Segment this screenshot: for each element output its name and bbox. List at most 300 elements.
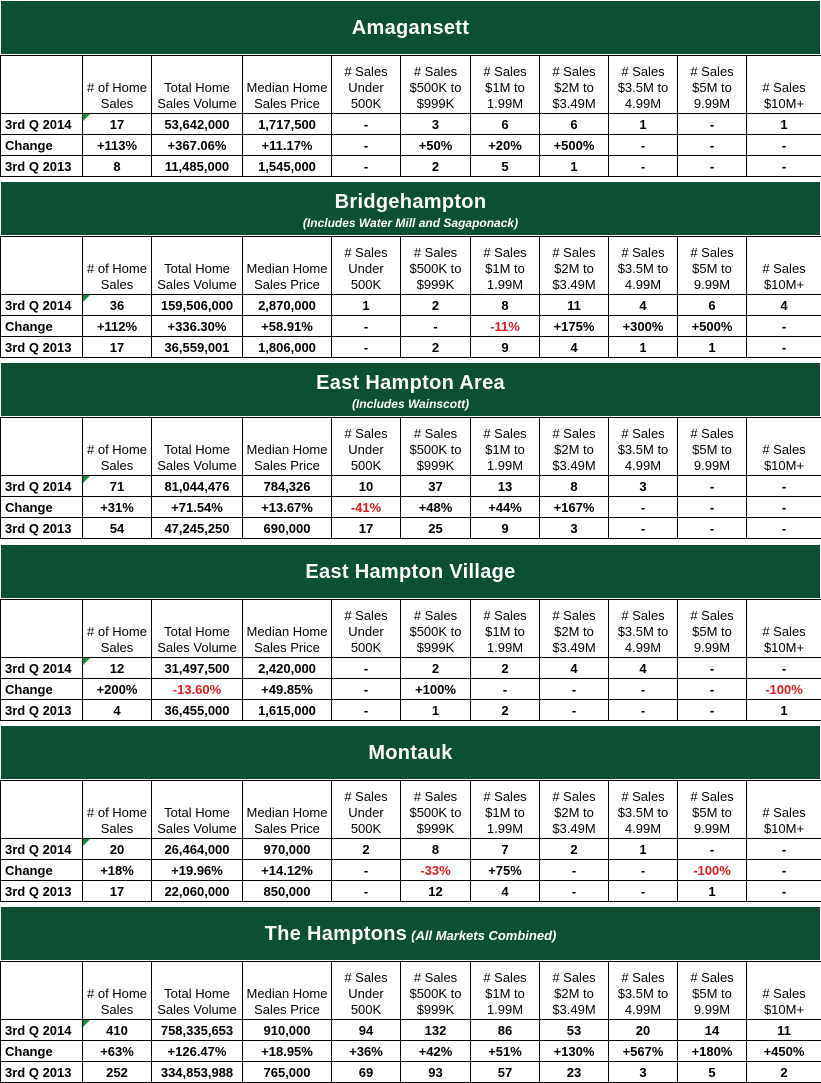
section-banner — [0, 0, 821, 55]
data-cell: 36,455,000 — [152, 700, 243, 721]
column-header: # Sales Under 500K — [332, 56, 401, 114]
data-cell: 54 — [83, 518, 152, 539]
data-cell: 1,717,500 — [243, 114, 332, 135]
data-cell: 53 — [540, 1020, 609, 1041]
data-cell: +113% — [83, 135, 152, 156]
data-cell: 20 — [83, 839, 152, 860]
data-cell: - — [747, 135, 821, 156]
data-cell: 12 — [401, 881, 471, 902]
data-cell: 4 — [471, 881, 540, 902]
data-cell: 1 — [678, 337, 747, 358]
data-cell: 159,506,000 — [152, 295, 243, 316]
section-title-text: Montauk — [368, 742, 452, 764]
data-cell: 53,642,000 — [152, 114, 243, 135]
data-cell: - — [678, 679, 747, 700]
data-cell: +44% — [471, 497, 540, 518]
data-cell: 334,853,988 — [152, 1062, 243, 1083]
sales-table — [0, 599, 821, 721]
data-cell: +18.95% — [243, 1041, 332, 1062]
column-header: # Sales $1M to 1.99M — [471, 237, 540, 295]
data-cell: -100% — [678, 860, 747, 881]
data-cell: +11.17% — [243, 135, 332, 156]
data-cell: - — [332, 135, 401, 156]
column-header: # Sales $5M to 9.99M — [678, 418, 747, 476]
data-cell: - — [540, 860, 609, 881]
data-row-3rd-q-2014 — [1, 114, 821, 135]
data-cell: 1,615,000 — [243, 700, 332, 721]
column-header: # Sales Under 500K — [332, 600, 401, 658]
data-cell: 2 — [540, 839, 609, 860]
column-header: # of Home Sales — [83, 237, 152, 295]
row-label: 3rd Q 2014 — [1, 476, 83, 497]
column-header: Median Home Sales Price — [243, 962, 332, 1020]
data-cell: +367.06% — [152, 135, 243, 156]
column-header: # Sales $500K to $999K — [401, 56, 471, 114]
column-header: # of Home Sales — [83, 418, 152, 476]
data-cell: +19.96% — [152, 860, 243, 881]
data-cell: 2 — [401, 295, 471, 316]
section-inline-subtitle: (All Markets Combined) — [411, 928, 556, 943]
data-row-3rd-q-2014 — [1, 658, 821, 679]
data-cell: 17 — [83, 881, 152, 902]
column-header: # Sales $3.5M to 4.99M — [609, 962, 678, 1020]
data-cell: 5 — [471, 156, 540, 177]
data-cell: 4 — [747, 295, 821, 316]
data-cell: 6 — [471, 114, 540, 135]
data-cell: +100% — [401, 679, 471, 700]
data-cell: +42% — [401, 1041, 471, 1062]
data-row-3rd-q-2014 — [1, 1020, 821, 1041]
column-header: Total Home Sales Volume — [152, 600, 243, 658]
data-cell: 1 — [332, 295, 401, 316]
column-header: Median Home Sales Price — [243, 600, 332, 658]
data-cell: - — [747, 156, 821, 177]
row-label: Change — [1, 497, 83, 518]
data-cell: - — [332, 679, 401, 700]
data-row-change — [1, 135, 821, 156]
data-cell: - — [609, 700, 678, 721]
data-cell: 47,245,250 — [152, 518, 243, 539]
data-cell: - — [332, 881, 401, 902]
column-header: # Sales $2M to $3.49M — [540, 56, 609, 114]
column-header: # Sales $5M to 9.99M — [678, 237, 747, 295]
section-title-text: Amagansett — [352, 17, 469, 39]
data-cell: 132 — [401, 1020, 471, 1041]
data-cell: - — [678, 114, 747, 135]
data-cell: - — [332, 658, 401, 679]
data-cell: - — [747, 839, 821, 860]
data-cell: +51% — [471, 1041, 540, 1062]
data-cell: 9 — [471, 337, 540, 358]
section-title-text: The Hamptons — [265, 923, 408, 945]
data-row-change — [1, 316, 821, 337]
column-header: Median Home Sales Price — [243, 781, 332, 839]
section-subtitle: (Includes Wainscott) — [1, 396, 820, 412]
column-header: # Sales $5M to 9.99M — [678, 781, 747, 839]
row-label: Change — [1, 679, 83, 700]
data-cell: - — [678, 839, 747, 860]
row-label: Change — [1, 860, 83, 881]
data-cell: +48% — [401, 497, 471, 518]
data-cell: - — [332, 156, 401, 177]
column-header: Median Home Sales Price — [243, 237, 332, 295]
data-cell: 71 — [83, 476, 152, 497]
data-cell: 1 — [609, 337, 678, 358]
column-header: Total Home Sales Volume — [152, 56, 243, 114]
data-row-change — [1, 1041, 821, 1062]
data-cell: 1 — [540, 156, 609, 177]
data-cell: - — [609, 135, 678, 156]
data-cell: +14.12% — [243, 860, 332, 881]
data-cell: 2 — [471, 658, 540, 679]
data-cell: 8 — [401, 839, 471, 860]
data-cell: 765,000 — [243, 1062, 332, 1083]
data-cell: +36% — [332, 1041, 401, 1062]
sales-table — [0, 236, 821, 358]
column-header: # Sales $10M+ — [747, 56, 821, 114]
column-header: # Sales $500K to $999K — [401, 237, 471, 295]
section-title — [1, 726, 820, 781]
column-header: # Sales $500K to $999K — [401, 781, 471, 839]
data-cell: - — [471, 679, 540, 700]
section-subtitle: (Includes Water Mill and Sagaponack) — [1, 215, 820, 231]
column-header: Total Home Sales Volume — [152, 418, 243, 476]
data-cell: 93 — [401, 1062, 471, 1083]
column-header: # Sales $1M to 1.99M — [471, 781, 540, 839]
row-label: 3rd Q 2013 — [1, 881, 83, 902]
data-cell: 2 — [401, 337, 471, 358]
data-cell: +13.67% — [243, 497, 332, 518]
data-cell: 1,545,000 — [243, 156, 332, 177]
data-cell: 22,060,000 — [152, 881, 243, 902]
column-header: # Sales Under 500K — [332, 962, 401, 1020]
data-cell: +20% — [471, 135, 540, 156]
column-header: # of Home Sales — [83, 56, 152, 114]
section-banner — [0, 906, 821, 961]
data-cell: 11 — [747, 1020, 821, 1041]
header-corner-cell — [1, 56, 83, 114]
column-header: # Sales $10M+ — [747, 600, 821, 658]
data-row-change — [1, 497, 821, 518]
section-title — [1, 363, 820, 394]
column-header: # Sales $2M to $3.49M — [540, 418, 609, 476]
column-header: # Sales $3.5M to 4.99M — [609, 237, 678, 295]
column-header: # Sales $3.5M to 4.99M — [609, 56, 678, 114]
data-cell: 2,420,000 — [243, 658, 332, 679]
data-cell: +58.91% — [243, 316, 332, 337]
sales-table — [0, 417, 821, 539]
data-cell: 1 — [401, 700, 471, 721]
data-cell: - — [678, 476, 747, 497]
data-cell: - — [609, 156, 678, 177]
data-cell: - — [332, 114, 401, 135]
column-header: # of Home Sales — [83, 600, 152, 658]
section-banner — [0, 725, 821, 780]
data-cell: +567% — [609, 1041, 678, 1062]
column-header: # Sales $5M to 9.99M — [678, 962, 747, 1020]
data-cell: +500% — [540, 135, 609, 156]
data-cell: 3 — [609, 476, 678, 497]
data-cell: +31% — [83, 497, 152, 518]
row-label: 3rd Q 2013 — [1, 337, 83, 358]
data-cell: - — [609, 518, 678, 539]
column-header: # Sales $1M to 1.99M — [471, 600, 540, 658]
section-banner — [0, 181, 821, 236]
data-cell: +18% — [83, 860, 152, 881]
data-cell: +126.47% — [152, 1041, 243, 1062]
section-title-text: Bridgehampton — [335, 191, 487, 213]
data-cell: 1 — [609, 114, 678, 135]
column-header: # Sales $2M to $3.49M — [540, 600, 609, 658]
data-cell: 86 — [471, 1020, 540, 1041]
data-cell: 12 — [83, 658, 152, 679]
data-cell: - — [540, 700, 609, 721]
data-cell: -33% — [401, 860, 471, 881]
column-header: # Sales $500K to $999K — [401, 600, 471, 658]
data-cell: 6 — [540, 114, 609, 135]
data-cell: - — [401, 316, 471, 337]
data-cell: - — [678, 658, 747, 679]
data-row-3rd-q-2013 — [1, 881, 821, 902]
section-title — [1, 545, 820, 600]
column-header: # Sales $1M to 1.99M — [471, 56, 540, 114]
data-cell: 81,044,476 — [152, 476, 243, 497]
section-title — [1, 907, 820, 963]
column-header: Median Home Sales Price — [243, 56, 332, 114]
data-cell: 37 — [401, 476, 471, 497]
header-row — [1, 237, 821, 295]
header-row — [1, 418, 821, 476]
data-cell: 23 — [540, 1062, 609, 1083]
row-label: 3rd Q 2013 — [1, 518, 83, 539]
section-title — [1, 182, 820, 213]
data-cell: 3 — [540, 518, 609, 539]
column-header: # of Home Sales — [83, 781, 152, 839]
data-cell: 26,464,000 — [152, 839, 243, 860]
data-cell: +200% — [83, 679, 152, 700]
data-cell: +75% — [471, 860, 540, 881]
header-row — [1, 781, 821, 839]
data-cell: +300% — [609, 316, 678, 337]
data-cell: 1 — [609, 839, 678, 860]
data-cell: 4 — [609, 658, 678, 679]
data-cell: - — [540, 881, 609, 902]
header-corner-cell — [1, 237, 83, 295]
sales-table — [0, 780, 821, 902]
data-cell: +175% — [540, 316, 609, 337]
row-label: 3rd Q 2014 — [1, 1020, 83, 1041]
data-cell: - — [332, 860, 401, 881]
column-header: # Sales Under 500K — [332, 781, 401, 839]
data-cell: +63% — [83, 1041, 152, 1062]
data-cell: 69 — [332, 1062, 401, 1083]
data-row-change — [1, 679, 821, 700]
row-label: 3rd Q 2013 — [1, 1062, 83, 1083]
column-header: # Sales $2M to $3.49M — [540, 781, 609, 839]
section-title — [1, 1, 820, 56]
data-cell: 2 — [471, 700, 540, 721]
data-cell: - — [747, 658, 821, 679]
data-cell: 10 — [332, 476, 401, 497]
data-cell: -41% — [332, 497, 401, 518]
data-cell: - — [332, 316, 401, 337]
data-cell: 4 — [609, 295, 678, 316]
column-header: # Sales $10M+ — [747, 962, 821, 1020]
column-header: Median Home Sales Price — [243, 418, 332, 476]
data-row-3rd-q-2013 — [1, 518, 821, 539]
data-cell: 1,806,000 — [243, 337, 332, 358]
data-cell: 850,000 — [243, 881, 332, 902]
header-corner-cell — [1, 962, 83, 1020]
data-cell: 17 — [332, 518, 401, 539]
data-cell: 2 — [332, 839, 401, 860]
column-header: Total Home Sales Volume — [152, 781, 243, 839]
data-cell: 3 — [401, 114, 471, 135]
data-cell: +71.54% — [152, 497, 243, 518]
column-header: # Sales $10M+ — [747, 781, 821, 839]
data-cell: 8 — [471, 295, 540, 316]
column-header: Total Home Sales Volume — [152, 237, 243, 295]
column-header: # Sales $10M+ — [747, 237, 821, 295]
data-cell: - — [609, 497, 678, 518]
data-cell: 784,326 — [243, 476, 332, 497]
data-cell: 20 — [609, 1020, 678, 1041]
data-row-3rd-q-2013 — [1, 156, 821, 177]
data-cell: - — [678, 497, 747, 518]
header-row — [1, 600, 821, 658]
data-cell: 2 — [401, 156, 471, 177]
data-cell: -100% — [747, 679, 821, 700]
data-cell: 2,870,000 — [243, 295, 332, 316]
row-label: 3rd Q 2014 — [1, 114, 83, 135]
data-cell: - — [747, 316, 821, 337]
data-row-3rd-q-2013 — [1, 1062, 821, 1083]
data-cell: +49.85% — [243, 679, 332, 700]
data-cell: 25 — [401, 518, 471, 539]
column-header: # of Home Sales — [83, 962, 152, 1020]
data-cell: 31,497,500 — [152, 658, 243, 679]
data-cell: - — [747, 881, 821, 902]
data-cell: 11,485,000 — [152, 156, 243, 177]
column-header: # Sales Under 500K — [332, 418, 401, 476]
data-cell: - — [678, 156, 747, 177]
section-title-text: East Hampton Area — [316, 372, 505, 394]
data-cell: 17 — [83, 337, 152, 358]
data-cell: - — [609, 881, 678, 902]
data-cell: 14 — [678, 1020, 747, 1041]
column-header: # Sales $1M to 1.99M — [471, 962, 540, 1020]
data-cell: 6 — [678, 295, 747, 316]
data-cell: 3 — [609, 1062, 678, 1083]
data-cell: - — [678, 700, 747, 721]
header-corner-cell — [1, 600, 83, 658]
data-cell: - — [609, 860, 678, 881]
data-cell: 8 — [540, 476, 609, 497]
row-label: 3rd Q 2014 — [1, 295, 83, 316]
data-cell: 11 — [540, 295, 609, 316]
column-header: # Sales $2M to $3.49M — [540, 962, 609, 1020]
data-cell: 13 — [471, 476, 540, 497]
data-row-change — [1, 860, 821, 881]
data-cell: - — [332, 337, 401, 358]
data-cell: 17 — [83, 114, 152, 135]
data-row-3rd-q-2013 — [1, 700, 821, 721]
data-cell: -11% — [471, 316, 540, 337]
data-row-3rd-q-2013 — [1, 337, 821, 358]
data-cell: - — [540, 679, 609, 700]
data-cell: 910,000 — [243, 1020, 332, 1041]
column-header: # Sales Under 500K — [332, 237, 401, 295]
data-cell: 2 — [747, 1062, 821, 1083]
data-cell: - — [609, 679, 678, 700]
header-corner-cell — [1, 418, 83, 476]
data-cell: - — [747, 476, 821, 497]
row-label: Change — [1, 135, 83, 156]
data-cell: 1 — [747, 700, 821, 721]
data-cell: 7 — [471, 839, 540, 860]
column-header: # Sales $1M to 1.99M — [471, 418, 540, 476]
column-header: # Sales $500K to $999K — [401, 962, 471, 1020]
data-cell: - — [332, 700, 401, 721]
data-cell: 1 — [678, 881, 747, 902]
data-cell: +130% — [540, 1041, 609, 1062]
section-title-text: East Hampton Village — [305, 561, 515, 583]
data-row-3rd-q-2014 — [1, 476, 821, 497]
header-row — [1, 962, 821, 1020]
row-label: Change — [1, 1041, 83, 1062]
data-cell: - — [747, 337, 821, 358]
data-cell: +500% — [678, 316, 747, 337]
data-cell: +167% — [540, 497, 609, 518]
column-header: # Sales $3.5M to 4.99M — [609, 781, 678, 839]
row-label: 3rd Q 2013 — [1, 156, 83, 177]
section-banner — [0, 544, 821, 599]
data-cell: 1 — [747, 114, 821, 135]
data-cell: 5 — [678, 1062, 747, 1083]
data-cell: - — [747, 518, 821, 539]
column-header: # Sales $5M to 9.99M — [678, 56, 747, 114]
data-cell: 4 — [83, 700, 152, 721]
data-cell: 36 — [83, 295, 152, 316]
column-header: # Sales $3.5M to 4.99M — [609, 418, 678, 476]
data-cell: +180% — [678, 1041, 747, 1062]
data-cell: 4 — [540, 658, 609, 679]
data-cell: 9 — [471, 518, 540, 539]
header-row — [1, 56, 821, 114]
column-header: # Sales $3.5M to 4.99M — [609, 600, 678, 658]
data-cell: 94 — [332, 1020, 401, 1041]
row-label: 3rd Q 2014 — [1, 839, 83, 860]
data-cell: 410 — [83, 1020, 152, 1041]
data-cell: - — [678, 518, 747, 539]
data-cell: - — [747, 497, 821, 518]
data-cell: +336.30% — [152, 316, 243, 337]
data-cell: - — [678, 135, 747, 156]
data-row-3rd-q-2014 — [1, 295, 821, 316]
sales-table — [0, 961, 821, 1083]
header-corner-cell — [1, 781, 83, 839]
data-cell: 970,000 — [243, 839, 332, 860]
section-banner — [0, 362, 821, 417]
data-cell: 4 — [540, 337, 609, 358]
data-cell: 8 — [83, 156, 152, 177]
data-cell: 690,000 — [243, 518, 332, 539]
column-header: # Sales $500K to $999K — [401, 418, 471, 476]
data-cell: 2 — [401, 658, 471, 679]
row-label: 3rd Q 2013 — [1, 700, 83, 721]
data-cell: 36,559,001 — [152, 337, 243, 358]
column-header: # Sales $5M to 9.99M — [678, 600, 747, 658]
